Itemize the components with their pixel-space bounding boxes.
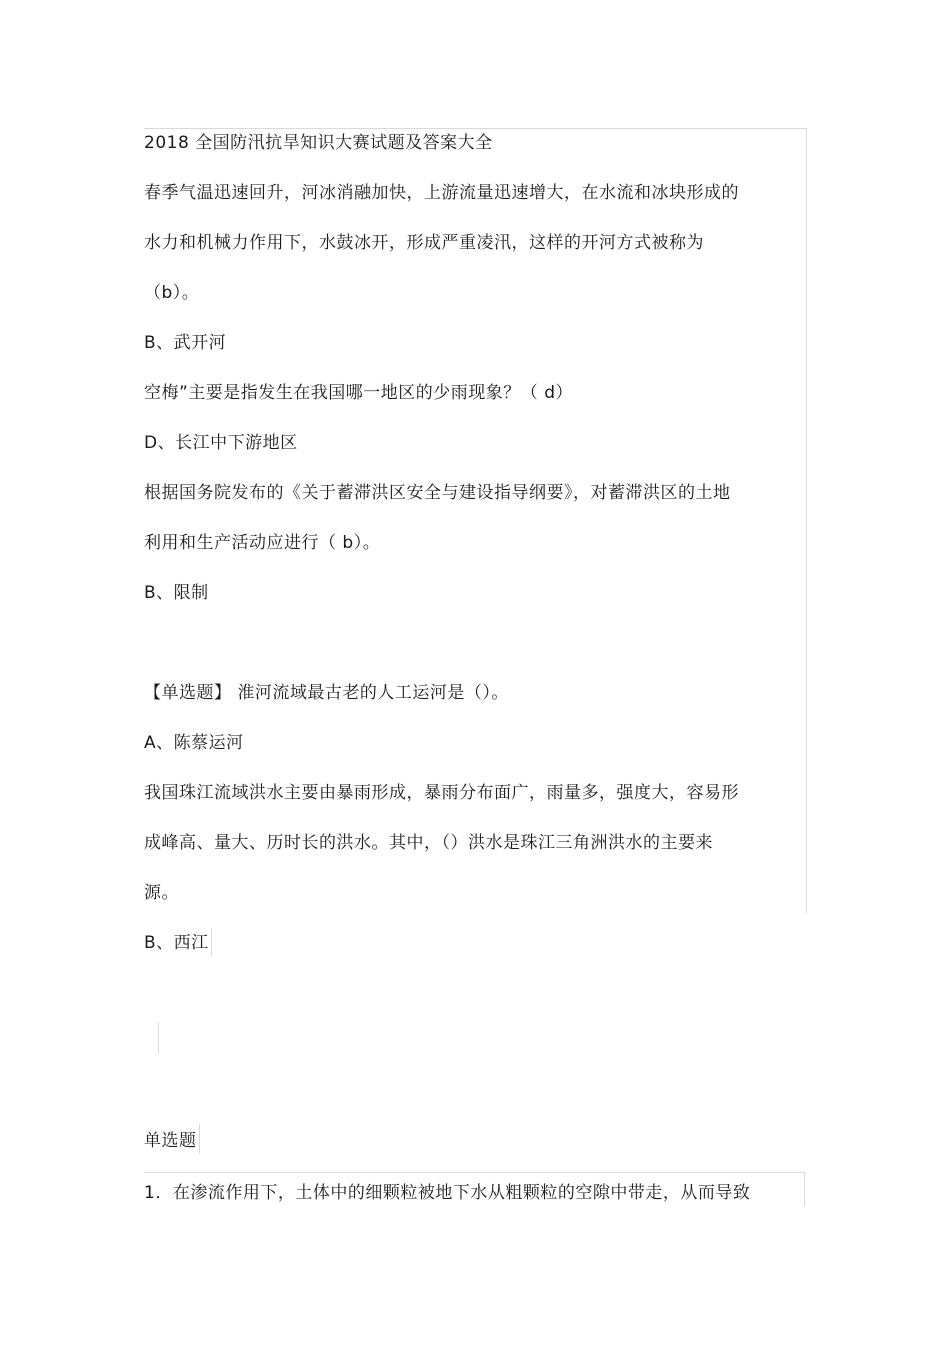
answer-line: B、限制 xyxy=(144,583,209,603)
text-line: 源。 xyxy=(144,883,179,903)
text-line: 1．在渗流作用下，土体中的细颗粒被地下水从粗颗粒的空隙中带走，从而导致 xyxy=(144,1183,751,1203)
border-right-line xyxy=(804,1172,805,1206)
text-line: 水力和机械力作用下，水鼓冰开，形成严重凌汛，这样的开河方式被称为 xyxy=(144,233,704,253)
answer-line: B、西江 xyxy=(144,933,209,953)
text-line: 春季气温迅速回升，河冰消融加快，上游流量迅速增大，在水流和冰块形成的 xyxy=(144,183,739,203)
answer-line: D、长江中下游地区 xyxy=(144,433,298,453)
question-heading: 【单选题】 淮河流域最古老的人工运河是（）。 xyxy=(144,683,509,703)
text-line: 空梅”主要是指发生在我国哪一地区的少雨现象？（ d） xyxy=(144,383,574,403)
text-line: 成峰高、量大、历时长的洪水。其中，（）洪水是珠江三角洲洪水的主要来 xyxy=(144,833,713,853)
answer-line: A、陈蔡运河 xyxy=(144,733,244,753)
border-side-line xyxy=(211,928,212,956)
border-top-line xyxy=(144,1172,806,1173)
text-line: （b）。 xyxy=(144,283,200,303)
text-line: 利用和生产活动应进行（ b）。 xyxy=(144,533,381,553)
text-line: 根据国务院发布的《关于蓄滞洪区安全与建设指导纲要》，对蓄滞洪区的土地 xyxy=(144,483,731,503)
document-title: 2018 全国防汛抗旱知识大赛试题及答案大全 xyxy=(144,133,493,153)
border-top-line xyxy=(144,128,806,129)
border-side-line xyxy=(199,1124,200,1154)
border-side-line xyxy=(158,1022,159,1054)
section-heading: 单选题 xyxy=(144,1131,197,1151)
answer-line: B、武开河 xyxy=(144,333,227,353)
text-line: 我国珠江流域洪水主要由暴雨形成，暴雨分布面广，雨量多，强度大，容易形 xyxy=(144,783,739,803)
border-right-line xyxy=(806,128,807,913)
